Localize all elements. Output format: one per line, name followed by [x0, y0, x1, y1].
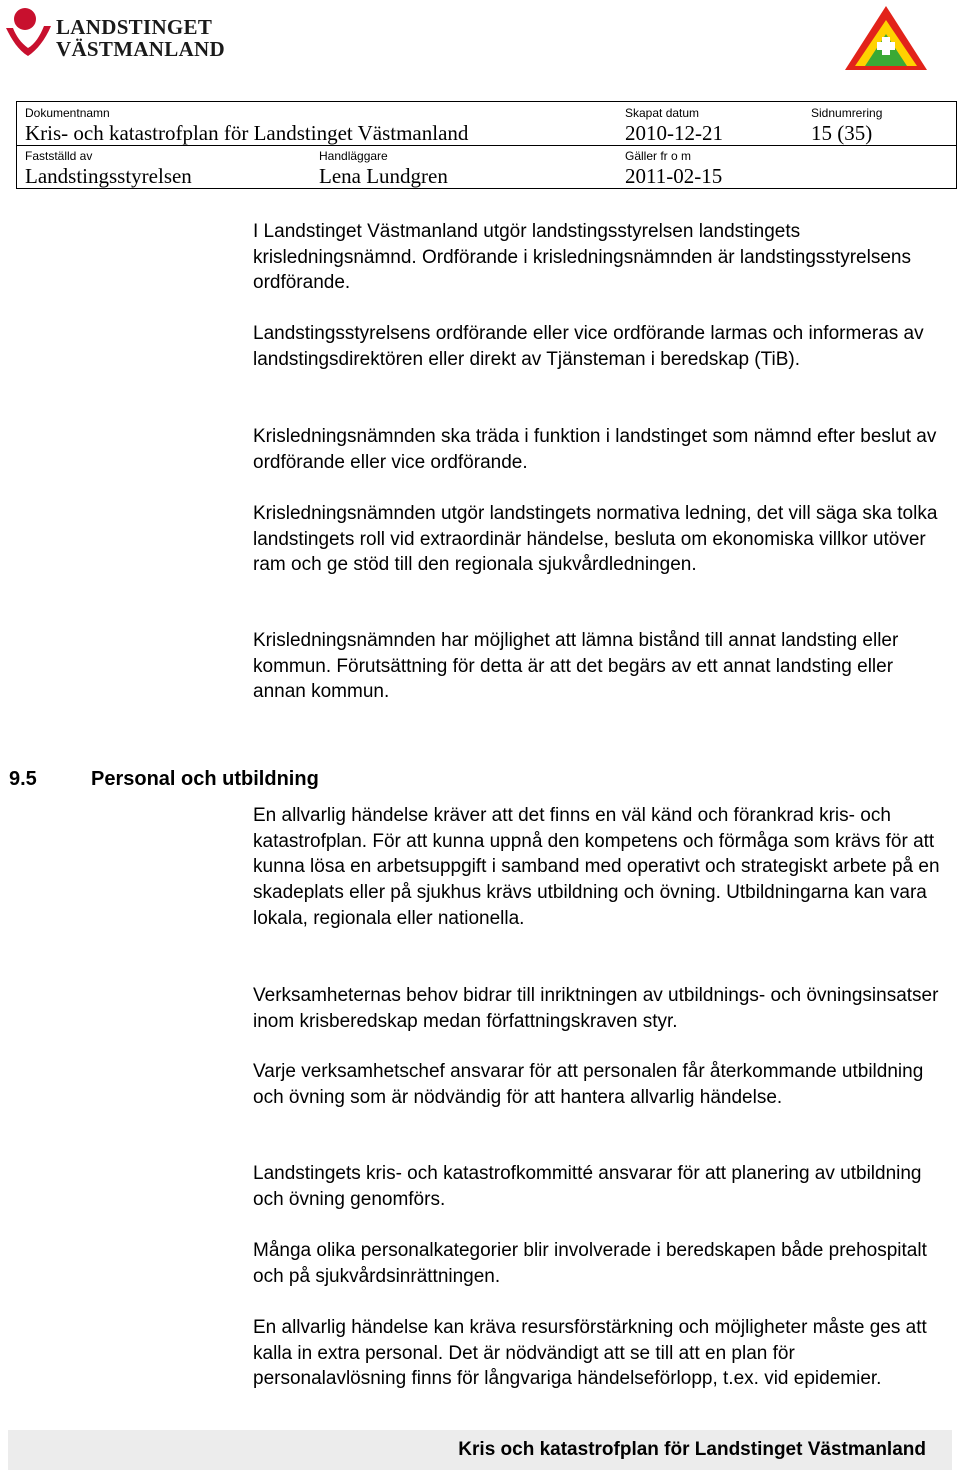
section-number: 9.5 [9, 768, 37, 790]
logo-text-line2: VÄSTMANLAND [56, 37, 225, 61]
sidnumrering-value: 15 (35) [811, 121, 873, 145]
document-header-table [16, 101, 957, 189]
sidnumrering-label: Sidnumrering [811, 106, 883, 120]
header-divider [17, 145, 956, 146]
faststalld-value: Landstingsstyrelsen [25, 164, 192, 188]
dokumentnamn-label: Dokumentnamn [25, 106, 110, 120]
skapat-datum-cell [625, 106, 723, 145]
body-paragraph: Krisledningsnämnden ska träda i funktion i landstinget som nämnd efter beslut av ordförande eller vice ordförande. [253, 426, 937, 473]
galler-cell [625, 149, 722, 188]
skapat-datum-value: 2010-12-21 [625, 121, 723, 145]
sidnumrering-cell [811, 106, 882, 145]
faststalld-label: Fastställd av [25, 149, 93, 163]
galler-label: Gäller fr o m [625, 149, 692, 163]
skapat-datum-label: Skapat datum [625, 106, 700, 120]
galler-value: 2011-02-15 [625, 164, 723, 188]
section-paragraph: Landstingets kris- och katastrofkommitté ansvarar för att planering av utbildning och övning genomförs. [253, 1163, 922, 1210]
body-paragraph: Krisledningsnämnden har möjlighet att lämna bistånd till annat landsting eller kommun. Förutsättning för detta är att det begärs av ett annat landsting eller annan kommun. [253, 630, 899, 703]
section-paragraph: Verksamheternas behov bidrar till inriktningen av utbildnings- och övningsinsatser inom krisberedskap medan författningskraven styr. [253, 985, 939, 1032]
section-heading [9, 766, 319, 792]
handlaggare-cell [319, 149, 448, 188]
faststalld-cell [25, 149, 192, 188]
body-paragraph: Krisledningsnämnden utgör landstingets normativa ledning, det vill säga ska tolka landstingets roll vid extraordinär händelse, besluta om ekonomiska villkor utöver ram och ge stöd till den regionala sjukvårdledningen. [253, 503, 938, 576]
footer-text: Kris och katastrofplan för Landstinget Västmanland [458, 1439, 926, 1460]
dokumentnamn-cell [25, 106, 468, 145]
section-paragraph: En allvarlig händelse kräver att det finns en väl känd och förankrad kris- och katastrofplan. För att kunna uppnå den kompetens och förmåga som krävs för att kunna lösa en arbetsuppgift i samband med operativt och strategiskt arbete på en skadeplats eller på sjukhus krävs utbildning och övning. Utbildningarna kan vara lokala, regionala eller nationella. [253, 805, 940, 929]
body-paragraph: Landstingsstyrelsens ordförande eller vice ordförande larmas och informeras av landstingsdirektören eller direkt av Tjänsteman i beredskap (TiB). [253, 323, 924, 370]
handlaggare-value: Lena Lundgren [319, 164, 448, 188]
page-footer [8, 1430, 952, 1470]
section-paragraph: Varje verksamhetschef ansvarar för att personalen får återkommande utbildning och övning som är nödvändig för att hantera allvarlig händelse. [253, 1061, 924, 1108]
landstinget-emblem-icon [4, 6, 54, 58]
section-title: Personal och utbildning [91, 768, 319, 790]
section-paragraph: Många olika personalkategorier blir involverade i beredskapen både prehospitalt och på sjukvårdsinrättningen. [253, 1240, 927, 1287]
handlaggare-label: Handläggare [319, 149, 388, 163]
body-paragraph: I Landstinget Västmanland utgör landstingsstyrelsen landstingets krisledningsnämnd. Ordförande i krisledningsnämnden är landstingsstyrelsens ordförande. [253, 221, 911, 294]
dokumentnamn-value: Kris- och katastrofplan för Landstinget Västmanland [25, 121, 469, 145]
landstinget-logo [4, 6, 225, 61]
triangle-logo-icon [843, 4, 929, 72]
logo-text-line1: LANDSTINGET [56, 15, 213, 39]
section-paragraph: En allvarlig händelse kan kräva resursförstärkning och möjligheter måste ges att kalla in extra personal. Det är nödvändigt att se till att en plan för personalavlösning finns för långvariga händelseförlopp, t.ex. vid epidemier. [253, 1317, 927, 1390]
